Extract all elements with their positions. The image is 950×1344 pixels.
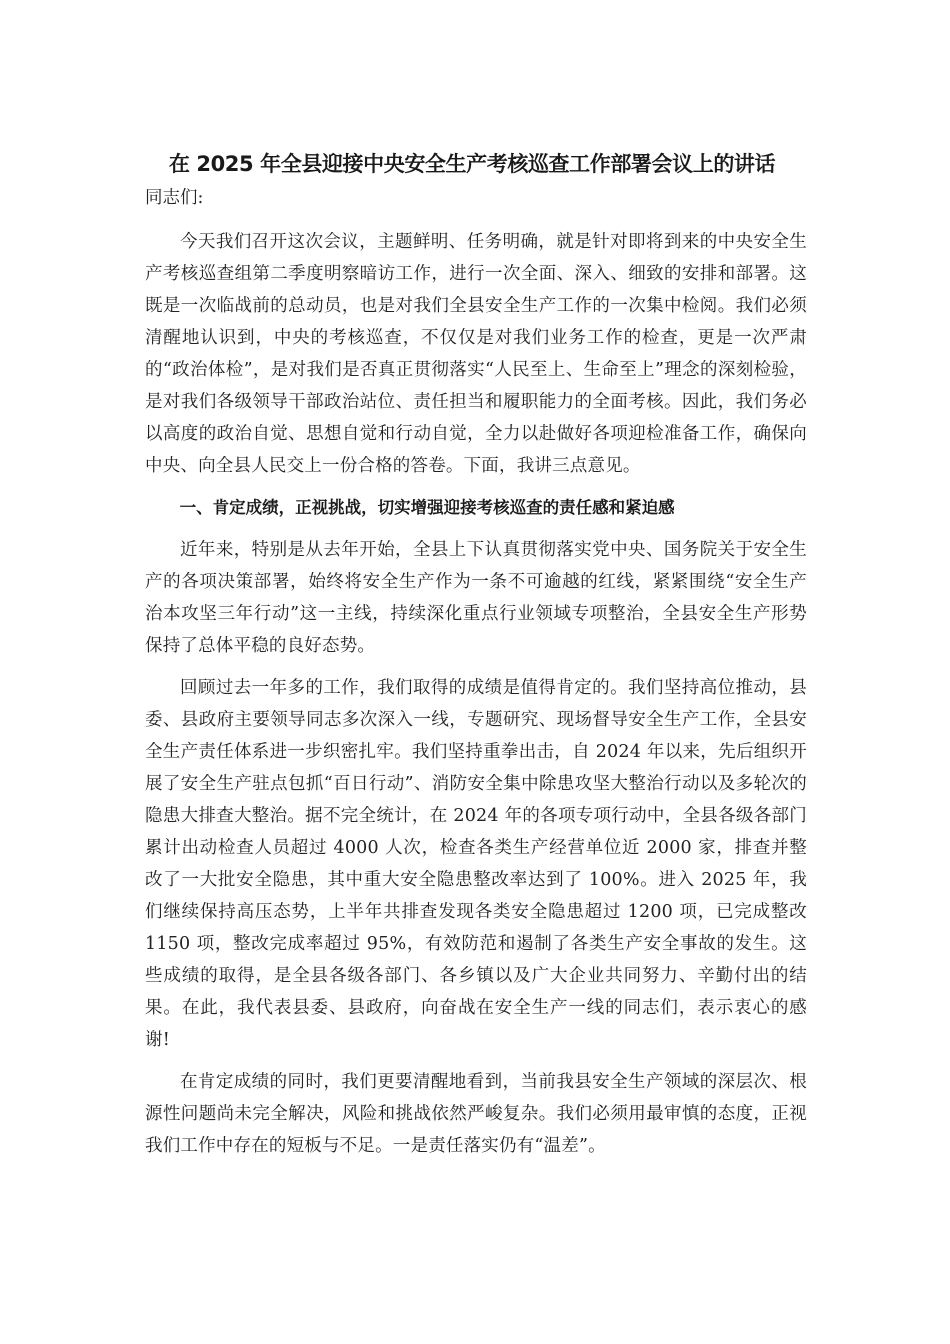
section-1-paragraph-1: 近年来，特别是从去年开始，全县上下认真贯彻落实党中央、国务院关于安全生产的各项决策部署，始终将安全生产作为一条不可逾越的红线，紧紧围绕“安全生产治本攻坚三年行动”这一主线，持续深化重点行业领域专项整治，全县安全生产形势保持了总体平稳的良好态势。 — [145, 540, 807, 656]
section-1-paragraph-3: 在肯定成绩的同时，我们更要清醒地看到，当前我县安全生产领域的深层次、根源性问题尚未完全解决，风险和挑战依然严峻复杂。我们必须用最审慎的态度，正视我们工作中存在的短板与不足。一是责任落实仍有“温差”。 — [145, 1072, 807, 1156]
section-1-paragraph-2: 回顾过去一年多的工作，我们取得的成绩是值得肯定的。我们坚持高位推动，县委、县政府主要领导同志多次深入一线，专题研究、现场督导安全生产工作，全县安全生产责任体系进一步织密扎牢。我们坚持重拳出击，自 2024 年以来，先后组织开展了安全生产驻点包抓“百日行动”、消防安全集中除患攻坚大整治行动以及多轮次的隐患大排查大整治。据不完全统计，在 2024 年的各项专项行动中，全县各级各部门累计出动检查人员超过 4000 人次，检查各类生产经营单位近 2000 家，排查并整改了一大批安全隐患，其中重大安全隐患整改率达到了 100%。进入 2025 年，我们继续保持高压态势，上半年共排查发现各类安全隐患超过 1200 项，已完成整改 1150 项，整改完成率超过 95%，有效防范和遏制了各类生产安全事故的发生。这些成绩的取得，是全县各级各部门、各乡镇以及广大企业共同努力、辛勤付出的结果。在此，我代表县委、县政府，向奋战在安全生产一线的同志们，表示衷心的感谢! — [145, 678, 807, 1050]
document-page — [145, 148, 807, 1172]
document-title: 在 2025 年全县迎接中央安全生产考核巡查工作部署会议上的讲话 — [168, 152, 776, 176]
section-1-heading: 一、肯定成绩，正视挑战，切实增强迎接考核巡查的责任感和紧迫感 — [179, 498, 675, 517]
intro-paragraph: 今天我们召开这次会议，主题鲜明、任务明确，就是针对即将到来的中央安全生产考核巡查组第二季度明察暗访工作，进行一次全面、深入、细致的安排和部署。这既是一次临战前的总动员，也是对我们全县安全生产工作的一次集中检阅。我们必须清醒地认识到，中央的考核巡查，不仅仅是对我们业务工作的检查，更是一次严肃的“政治体检”，是对我们是否真正贯彻落实“人民至上、生命至上”理念的深刻检验，是对我们各级领导干部政治站位、责任担当和履职能力的全面考核。因此，我们务必以高度的政治自觉、思想自觉和行动自觉，全力以赴做好各项迎检准备工作，确保向中央、向全县人民交上一份合格的答卷。下面，我讲三点意见。 — [145, 232, 807, 476]
salutation: 同志们: — [145, 188, 204, 208]
